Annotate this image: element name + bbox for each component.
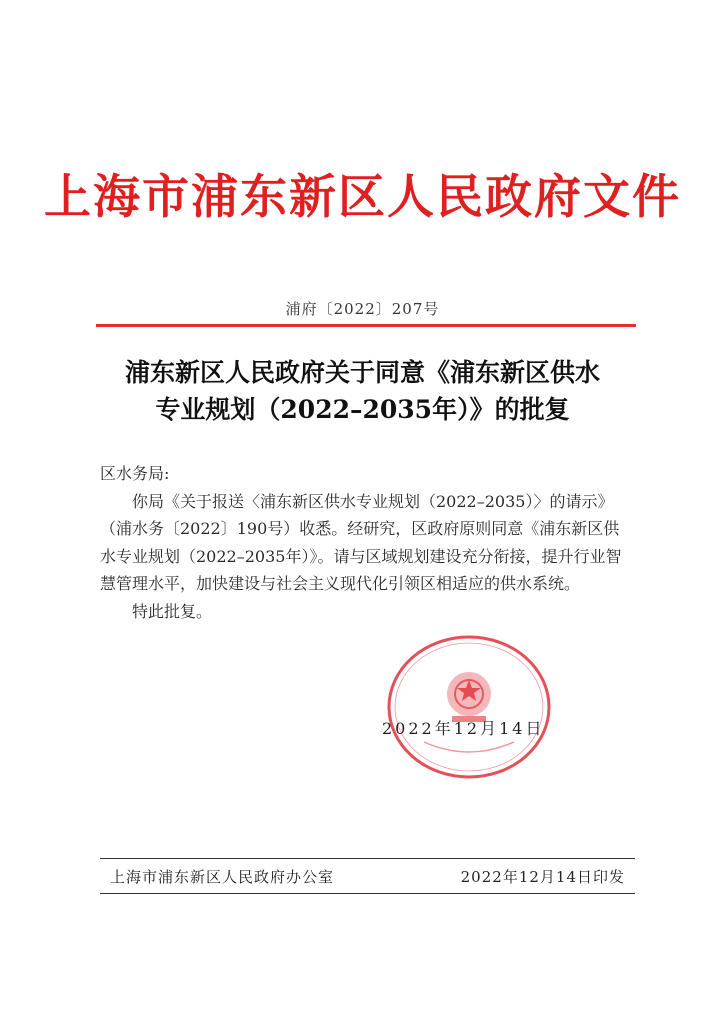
document-number: 浦府〔2022〕207号 (285, 300, 440, 318)
footer-rule-bottom (100, 893, 635, 894)
document-body (100, 460, 635, 625)
signature-date: 2022年12月14日 (382, 719, 545, 738)
org-header-title: 上海市浦东新区人民政府文件 (44, 170, 681, 225)
footer-print-date: 2022年12月14日印发 (460, 868, 625, 886)
document-title (60, 354, 665, 428)
body-paragraph: 你局《关于报送〈浦东新区供水专业规划（2022–2035）〉的请示》（浦水务〔2022〕190号）收悉。经研究，区政府原则同意《浦东新区供水专业规划（2022–2035年）》。请与区域规划建设充分衔接，提升行业智慧管理水平，加快建设与社会主义现代化引领区相适应的供水系统。 (100, 491, 622, 593)
title-line-2: 专业规划（2022–2035年）》的批复 (155, 395, 570, 424)
red-divider (96, 324, 636, 327)
footer-issuer: 上海市浦东新区人民政府办公室 (110, 868, 335, 886)
title-line-1: 浦东新区人民政府关于同意《浦东新区供水 (124, 358, 600, 387)
addressee: 区水务局: (100, 464, 170, 483)
closing-line: 特此批复。 (132, 601, 213, 621)
official-seal-icon (384, 632, 554, 782)
footer-rule-top (100, 858, 635, 859)
